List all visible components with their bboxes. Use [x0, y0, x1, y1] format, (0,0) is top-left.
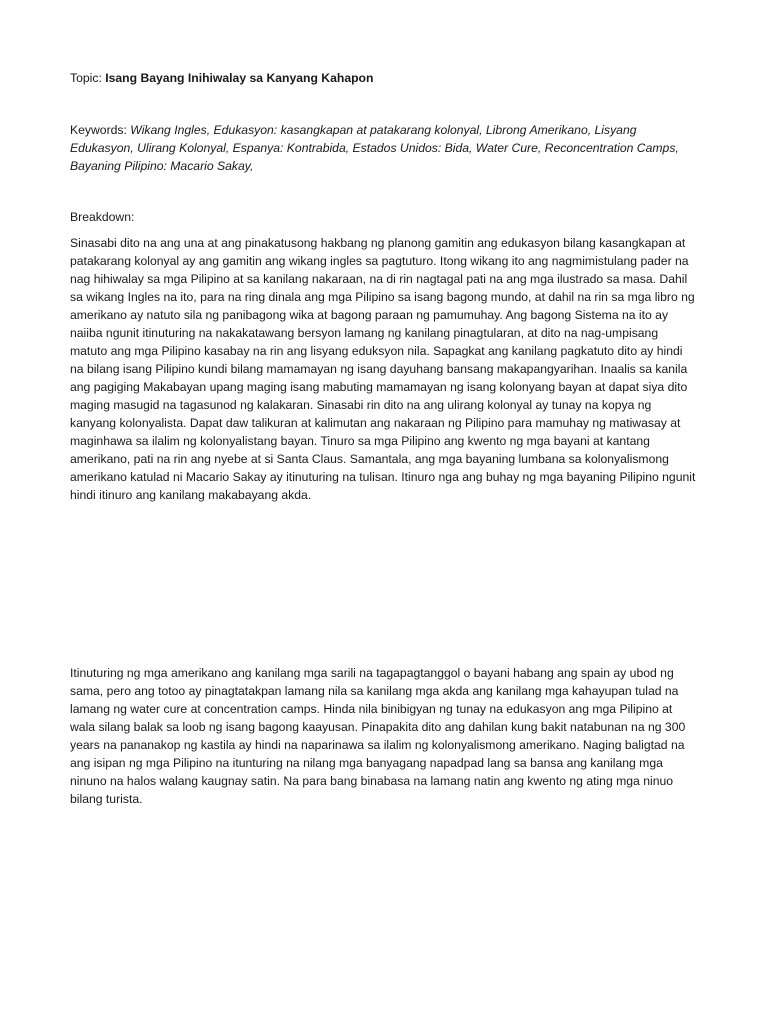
breakdown-label: Breakdown:: [70, 210, 135, 224]
breakdown-paragraph-1: Sinasabi dito na ang una at ang pinakatusong hakbang ng planong gamitin ang edukasyon bilang kasangkapan at patakarang kolonyal ay ang gamitin ang wikang ingles sa pagtuturo. Itong wikang ito ang nagmimistulang pader na nag hihiwalay sa mga Pilipino at sa kanilang nakaraan, na di rin nagtagal pati na ang mga ilustrado sa masa. Dahil sa wikang Ingles na ito, para na ring dinala ang mga Pilipino sa isang bagong mundo, at dahil na rin sa mga libro ng amerikano ay natuto sila ng panibagong wika at bagong paraan ng pamumuhay. Ang bagong Sistema na ito ay naiiba ngunit itinuturing na nakakatawang bersyon lamang ng kanilang pinagtularan, at dito na nag-umpisang matuto ang mga Pilipino kasabay na rin ang lisyang eduksyon nila. Sapagkat ang kanilang pagkatuto dito ay hindi na bilang isang Pilipino kundi bilang mamamayan ng isang dayuhang bansang makapangyarihan. Inaalis sa kanila ang pagiging Makabayan upang maging isang mabuting mamamayan ng isang kolonyang bayan at dapat siya dito maging masugid na tagasunod ng kalakaran. Sinasabi rin dito na ang ulirang kolonyal ay tunay na kopya ng kanyang kolonyalista. Dapat daw talikuran at kalimutan ang nakaraan ng Pilipino para mamuhay ng matiwasay at maginhawa sa ilalim ng kolonyalistang bayan. Tinuro sa mga Pilipino ang kwento ng mga bayani at kantang amerikano, pati na rin ang nyebe at si Santa Claus. Samantala, ang mga bayaning lumbana sa kolonyalismong amerikano katulad ni Macario Sakay ay itinuturing na tulisan. Itinuro nga ang buhay ng mga bayaning Pilipino ngunit hindi itinuro ang kanilang makabayang akda.: [70, 236, 696, 502]
breakdown-paragraph-2: Itinuturing ng mga amerikano ang kanilang mga sarili na tagapagtanggol o bayani habang ang spain ay ubod ng sama, pero ang totoo ay pinagtatakpan lamang nila sa kanilang mga akda ang kanilang mga kahayupan tulad na lamang ng water cure at concentration camps. Hinda nila binibigyan ng tunay na edukasyon ang mga Pilipino at wala silang balak sa loob ng isang bagong kaayusan. Pinapakita dito ang dahilan kung bakit natabunan na ng 300 years na pananakop ng kastila ay hindi na naparinawa sa ilalim ng kolonyalismong amerikano. Naging baligtad na ang isipan ng mga Pilipino na itunturing na nilang mga banyagang napadpad lang sa bansa ang kanilang mga ninuno na halos walang kaugnay satin. Na para bang binabasa na lamang natin ang kwento ng ating mga ninuo bilang turista.: [70, 666, 686, 806]
topic-title: Isang Bayang Inihiwalay sa Kanyang Kahapon: [105, 71, 374, 85]
keywords-list: Wikang Ingles, Edukasyon: kasangkapan at patakarang kolonyal, Librong Amerikano, Lisyang Edukasyon, Ulirang Kolonyal, Espanya: Kontrabida, Estados Unidos: Bida, Water Cure, Reconcentration Camps, Bayaning Pilipino: Macario Sakay,: [70, 123, 679, 173]
topic-line: [70, 69, 698, 87]
keywords-label: Keywords:: [70, 123, 131, 137]
topic-label: Topic:: [70, 71, 106, 85]
keywords-line: [70, 121, 698, 175]
